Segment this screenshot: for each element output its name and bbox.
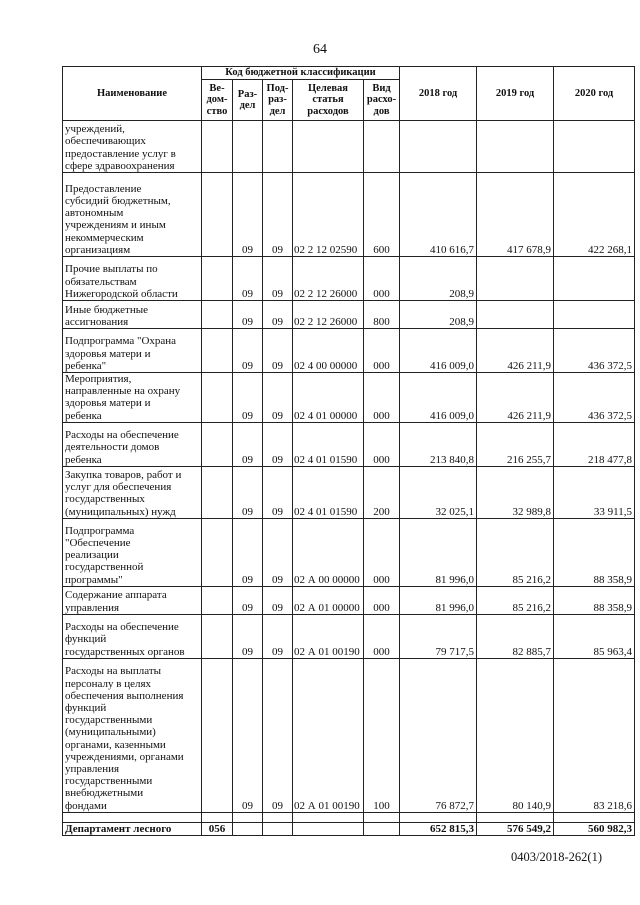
row-target-article: 02 4 00 00000 bbox=[293, 329, 364, 373]
row-razdel: 09 bbox=[233, 614, 263, 658]
row-razdel: 09 bbox=[233, 658, 263, 812]
budget-table bbox=[62, 66, 635, 836]
row-name: учреждений, обеспечивающих предоставление услуг в сфере здравоохранения bbox=[63, 121, 202, 173]
table-row bbox=[63, 173, 635, 257]
row-vedomstvo: 056 bbox=[202, 822, 233, 835]
row-podrazdel: 09 bbox=[263, 586, 293, 614]
row-target-article: 02 А 00 00000 bbox=[293, 518, 364, 586]
row-value-2018: 213 840,8 bbox=[400, 422, 477, 466]
row-value-2018: 652 815,3 bbox=[400, 822, 477, 835]
row-value-2018: 208,9 bbox=[400, 301, 477, 329]
table-row bbox=[63, 466, 635, 518]
row-expense-type: 600 bbox=[364, 173, 400, 257]
header-2019: 2019 год bbox=[477, 67, 554, 121]
row-expense-type: 000 bbox=[364, 329, 400, 373]
row-value-2019: 85 216,2 bbox=[477, 586, 554, 614]
row-podrazdel: 09 bbox=[263, 658, 293, 812]
row-value-2018: 81 996,0 bbox=[400, 518, 477, 586]
row-vedomstvo bbox=[202, 301, 233, 329]
row-name: Расходы на выплаты персоналу в целях обеспечения выполнения функций государственными (муниципальными) органами, казенными учреждениями, органами управления государственными внебюджетными фондами bbox=[63, 658, 202, 812]
row-target-article bbox=[293, 812, 364, 822]
header-vid: Вид расхо- дов bbox=[364, 80, 400, 121]
row-value-2020: 436 372,5 bbox=[554, 329, 635, 373]
row-value-2020: 88 358,9 bbox=[554, 518, 635, 586]
row-podrazdel: 09 bbox=[263, 422, 293, 466]
row-expense-type: 000 bbox=[364, 518, 400, 586]
row-value-2018 bbox=[400, 121, 477, 173]
row-expense-type: 000 bbox=[364, 614, 400, 658]
header-razdel: Раз- дел bbox=[233, 80, 263, 121]
row-value-2019: 32 989,8 bbox=[477, 466, 554, 518]
row-value-2018: 79 717,5 bbox=[400, 614, 477, 658]
document-code: 0403/2018-262(1) bbox=[511, 850, 602, 864]
row-podrazdel: 09 bbox=[263, 466, 293, 518]
row-value-2020 bbox=[554, 121, 635, 173]
header-2020: 2020 год bbox=[554, 67, 635, 121]
row-razdel: 09 bbox=[233, 301, 263, 329]
header-target: Целевая статья расходов bbox=[293, 80, 364, 121]
row-value-2020 bbox=[554, 812, 635, 822]
row-expense-type bbox=[364, 822, 400, 835]
table-row bbox=[63, 329, 635, 373]
row-value-2019: 417 678,9 bbox=[477, 173, 554, 257]
row-razdel bbox=[233, 121, 263, 173]
row-value-2019 bbox=[477, 257, 554, 301]
row-value-2018: 76 872,7 bbox=[400, 658, 477, 812]
row-name: Иные бюджетные ассигнования bbox=[63, 301, 202, 329]
row-name: Департамент лесного bbox=[63, 822, 202, 835]
row-value-2019: 82 885,7 bbox=[477, 614, 554, 658]
table-row bbox=[63, 518, 635, 586]
table-row bbox=[63, 257, 635, 301]
row-target-article: 02 4 01 01590 bbox=[293, 422, 364, 466]
row-name: Прочие выплаты по обязательствам Нижегородской области bbox=[63, 257, 202, 301]
table-row bbox=[63, 422, 635, 466]
row-value-2020: 218 477,8 bbox=[554, 422, 635, 466]
row-podrazdel bbox=[263, 121, 293, 173]
row-target-article bbox=[293, 822, 364, 835]
row-value-2019: 426 211,9 bbox=[477, 329, 554, 373]
row-vedomstvo bbox=[202, 257, 233, 301]
row-razdel bbox=[233, 812, 263, 822]
table-row bbox=[63, 121, 635, 173]
row-podrazdel: 09 bbox=[263, 257, 293, 301]
row-podrazdel bbox=[263, 822, 293, 835]
row-value-2020: 33 911,5 bbox=[554, 466, 635, 518]
row-name: Мероприятия, направленные на охрану здоровья матери и ребенка bbox=[63, 373, 202, 423]
row-podrazdel: 09 bbox=[263, 518, 293, 586]
row-podrazdel: 09 bbox=[263, 614, 293, 658]
row-target-article: 02 А 01 00190 bbox=[293, 614, 364, 658]
header-vedomstvo: Ве- дом- ство bbox=[202, 80, 233, 121]
row-vedomstvo bbox=[202, 812, 233, 822]
row-expense-type: 100 bbox=[364, 658, 400, 812]
row-podrazdel: 09 bbox=[263, 301, 293, 329]
row-podrazdel bbox=[263, 812, 293, 822]
row-target-article: 02 2 12 26000 bbox=[293, 301, 364, 329]
row-value-2018: 208,9 bbox=[400, 257, 477, 301]
table-row bbox=[63, 822, 635, 835]
row-value-2019 bbox=[477, 812, 554, 822]
row-target-article: 02 4 01 00000 bbox=[293, 373, 364, 423]
table-row bbox=[63, 373, 635, 423]
row-razdel: 09 bbox=[233, 518, 263, 586]
row-target-article: 02 А 01 00000 bbox=[293, 586, 364, 614]
row-razdel: 09 bbox=[233, 373, 263, 423]
row-expense-type: 200 bbox=[364, 466, 400, 518]
row-value-2019: 216 255,7 bbox=[477, 422, 554, 466]
row-expense-type: 000 bbox=[364, 373, 400, 423]
row-vedomstvo bbox=[202, 466, 233, 518]
row-podrazdel: 09 bbox=[263, 329, 293, 373]
row-value-2020 bbox=[554, 301, 635, 329]
row-value-2018: 416 009,0 bbox=[400, 373, 477, 423]
row-podrazdel: 09 bbox=[263, 173, 293, 257]
row-name: Закупка товаров, работ и услуг для обеспечения государственных (муниципальных) нужд bbox=[63, 466, 202, 518]
row-expense-type: 000 bbox=[364, 422, 400, 466]
header-name: Наименование bbox=[63, 67, 202, 121]
row-podrazdel: 09 bbox=[263, 373, 293, 423]
row-value-2018: 32 025,1 bbox=[400, 466, 477, 518]
row-value-2018: 416 009,0 bbox=[400, 329, 477, 373]
row-target-article bbox=[293, 121, 364, 173]
row-vedomstvo bbox=[202, 373, 233, 423]
row-value-2020: 560 982,3 bbox=[554, 822, 635, 835]
row-value-2019: 576 549,2 bbox=[477, 822, 554, 835]
row-value-2020: 436 372,5 bbox=[554, 373, 635, 423]
row-name: Подпрограмма "Обеспечение реализации государственной программы" bbox=[63, 518, 202, 586]
row-razdel: 09 bbox=[233, 257, 263, 301]
row-name: Содержание аппарата управления bbox=[63, 586, 202, 614]
row-vedomstvo bbox=[202, 518, 233, 586]
row-razdel: 09 bbox=[233, 173, 263, 257]
header-classification-group: Код бюджетной классификации bbox=[202, 67, 400, 80]
row-value-2020: 422 268,1 bbox=[554, 173, 635, 257]
row-value-2019 bbox=[477, 121, 554, 173]
row-vedomstvo bbox=[202, 658, 233, 812]
row-vedomstvo bbox=[202, 422, 233, 466]
table-row bbox=[63, 614, 635, 658]
row-value-2019: 426 211,9 bbox=[477, 373, 554, 423]
row-target-article: 02 А 01 00190 bbox=[293, 658, 364, 812]
row-value-2019: 85 216,2 bbox=[477, 518, 554, 586]
row-expense-type: 000 bbox=[364, 257, 400, 301]
row-value-2018: 410 616,7 bbox=[400, 173, 477, 257]
row-razdel: 09 bbox=[233, 422, 263, 466]
row-value-2020: 85 963,4 bbox=[554, 614, 635, 658]
row-value-2020 bbox=[554, 257, 635, 301]
row-expense-type bbox=[364, 812, 400, 822]
row-value-2019: 80 140,9 bbox=[477, 658, 554, 812]
row-value-2019 bbox=[477, 301, 554, 329]
table-row bbox=[63, 658, 635, 812]
row-vedomstvo bbox=[202, 614, 233, 658]
row-razdel: 09 bbox=[233, 329, 263, 373]
row-vedomstvo bbox=[202, 121, 233, 173]
row-value-2020: 83 218,6 bbox=[554, 658, 635, 812]
row-target-article: 02 2 12 02590 bbox=[293, 173, 364, 257]
row-target-article: 02 2 12 26000 bbox=[293, 257, 364, 301]
table-row bbox=[63, 301, 635, 329]
row-razdel: 09 bbox=[233, 466, 263, 518]
row-vedomstvo bbox=[202, 173, 233, 257]
row-target-article: 02 4 01 01590 bbox=[293, 466, 364, 518]
row-razdel bbox=[233, 822, 263, 835]
row-value-2018 bbox=[400, 812, 477, 822]
table-row bbox=[63, 586, 635, 614]
row-name: Предоставление субсидий бюджетным, автономным учреждениям и иным некоммерческим организациям bbox=[63, 173, 202, 257]
row-name: Расходы на обеспечение функций государственных органов bbox=[63, 614, 202, 658]
row-name: Подпрограмма "Охрана здоровья матери и ребенка" bbox=[63, 329, 202, 373]
row-value-2018: 81 996,0 bbox=[400, 586, 477, 614]
row-expense-type: 000 bbox=[364, 586, 400, 614]
row-name bbox=[63, 812, 202, 822]
header-2018: 2018 год bbox=[400, 67, 477, 121]
header-podrazdel: Под- раз- дел bbox=[263, 80, 293, 121]
table-row bbox=[63, 812, 635, 822]
page-number: 64 bbox=[313, 42, 327, 57]
row-value-2020: 88 358,9 bbox=[554, 586, 635, 614]
row-name: Расходы на обеспечение деятельности домов ребенка bbox=[63, 422, 202, 466]
row-expense-type: 800 bbox=[364, 301, 400, 329]
row-vedomstvo bbox=[202, 586, 233, 614]
row-expense-type bbox=[364, 121, 400, 173]
row-razdel: 09 bbox=[233, 586, 263, 614]
row-vedomstvo bbox=[202, 329, 233, 373]
